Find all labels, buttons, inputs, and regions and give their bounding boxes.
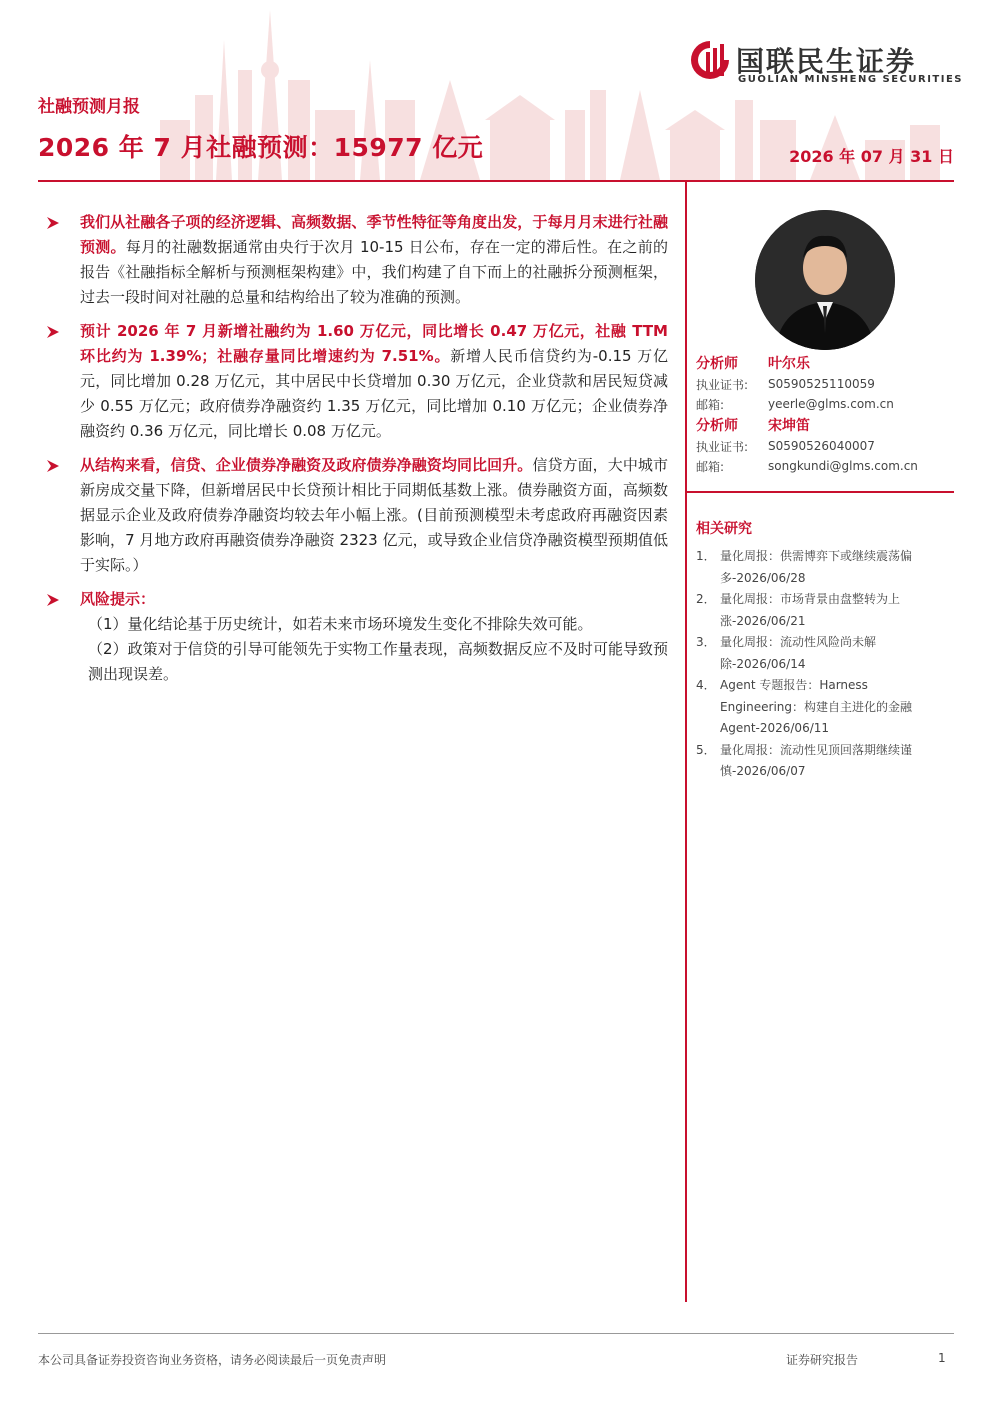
related-item-number: 4． <box>696 678 716 692</box>
bullet-text: 新增人民币信贷约为-0.15 万亿元，同比增加 0.28 万亿元，其中居民中长贷增加 0.30 万亿元，企业贷款和居民短贷减少 0.55 万亿元；政府债券净融资约 1.35 万亿元，同比增加 0.10 万亿元；企业债券净融资约 0.36 万亿元，同比增长 0.08 万亿元。 <box>80 347 668 440</box>
header-divider <box>38 180 954 182</box>
bullet-arrow-icon <box>46 459 60 473</box>
analyst-name: 叶尔乐 <box>768 356 810 372</box>
risk-item: （1）量化结论基于历史统计，如若未来市场环境发生变化不排除失效可能。 <box>88 615 593 633</box>
brand-logo <box>688 38 964 88</box>
analyst-cert-row <box>696 374 954 394</box>
summary-section <box>46 210 668 696</box>
analyst-email[interactable]: yeerle@glms.com.cn <box>768 397 894 411</box>
analyst-cert-row <box>696 436 954 456</box>
related-item[interactable] <box>696 675 954 740</box>
bullet-bold-text: 预计 2026 年 7 月新增社融约为 1.60 万亿元，同比增长 0.47 万亿元，社融 TTM 环比约为 1.39%；社融存量同比增速约为 7.51%。 <box>80 322 668 365</box>
related-item-number: 2． <box>696 592 716 606</box>
bullet-arrow-icon <box>46 593 60 607</box>
summary-bullet <box>46 453 668 578</box>
related-item-number: 3． <box>696 635 716 649</box>
bullet-bold-text: 我们从社融各子项的经济逻辑、高频数据、季节性特征等角度出发，于每月月末进行社融预测。 <box>80 213 668 256</box>
email-label: 邮箱: <box>696 397 725 412</box>
risk-section <box>46 587 668 687</box>
risk-title: 风险提示： <box>80 590 156 608</box>
related-item-text[interactable]: 量化周报：流动性见顶回落期继续谨慎-2026/06/07 <box>720 742 913 778</box>
report-title: 2026 年 7 月社融预测：15977 亿元 <box>38 133 484 162</box>
related-research-title: 相关研究 <box>696 521 752 537</box>
cert-number: S0590525110059 <box>768 377 875 391</box>
analyst-photo <box>755 210 895 350</box>
footer-doc-type: 证券研究报告 <box>786 1353 859 1367</box>
bullet-text: 每月的社融数据通常由央行于次月 10-15 日公布，存在一定的滞后性。在之前的报告《社融指标全解析与预测框架构建》中，我们构建了自下而上的社融拆分预测框架，过去一段时间对社融的总量和结构给出了较为准确的预测。 <box>80 238 668 306</box>
bullet-arrow-icon <box>46 325 60 339</box>
analyst-email-row <box>696 394 954 414</box>
related-item[interactable] <box>696 632 954 675</box>
related-item-text[interactable]: 量化周报：流动性风险尚未解除-2026/06/14 <box>720 635 877 671</box>
bullet-arrow-icon <box>46 216 60 230</box>
bullet-text: 信贷方面，大中城市新房成交量下降，但新增居民中长贷预计相比于同期低基数上涨。债券融资方面，高频数据显示企业及政府债券净融资均较去年小幅上涨。(目前预测模型未考虑政府再融资因素影响，7 月地方政府再融资债券净融资 2323 亿元，或导致企业信贷净融资模型预期值低于实际。） <box>80 456 668 574</box>
related-item-text[interactable]: 量化周报：供需博弈下或继续震荡偏多-2026/06/28 <box>720 549 913 585</box>
cert-label: 执业证书: <box>696 439 749 454</box>
footer-divider <box>38 1333 954 1334</box>
bullet-bold-text: 从结构来看，信贷、企业债券净融资及政府债券净融资均同比回升。 <box>80 456 533 474</box>
analyst-email[interactable]: songkundi@glms.com.cn <box>768 459 918 473</box>
related-item-number: 5． <box>696 742 716 757</box>
related-item[interactable] <box>696 546 954 589</box>
analyst-role: 分析师 <box>696 356 738 372</box>
related-item-text[interactable]: Agent 专题报告：Harness Engineering：构建自主进化的金融 Agent-2026/06/11 <box>720 678 913 735</box>
related-item-number: 1． <box>696 549 716 563</box>
risk-item: （2）政策对于信贷的引导可能领先于实物工作量表现，高频数据反应不及时可能导致预测出现误差。 <box>88 640 668 683</box>
footer-disclaimer: 本公司具备证券投资咨询业务资格，请务必阅读最后一页免责声明 <box>38 1353 387 1367</box>
related-item[interactable] <box>696 589 954 632</box>
cert-label: 执业证书: <box>696 377 749 392</box>
analyst-role: 分析师 <box>696 418 738 434</box>
page-number: 1 <box>938 1351 946 1365</box>
analyst-name-row <box>696 352 954 374</box>
brand-logo-icon <box>688 38 732 82</box>
report-type-label: 社融预测月报 <box>38 97 140 117</box>
analyst-email-row <box>696 456 954 476</box>
related-item[interactable] <box>696 740 954 783</box>
summary-bullet <box>46 319 668 444</box>
analyst-name-row <box>696 414 954 436</box>
analyst-name: 宋坤笛 <box>768 418 810 434</box>
related-item-text[interactable]: 量化周报：市场背景由盘整转为上涨-2026/06/21 <box>720 592 901 628</box>
analyst-list <box>696 352 954 476</box>
summary-bullet <box>46 210 668 310</box>
sidebar-divider <box>686 491 954 493</box>
email-label: 邮箱: <box>696 459 725 474</box>
brand-name-cn: 国联民生证券 <box>736 45 917 78</box>
related-research <box>696 518 954 783</box>
column-divider <box>685 182 687 1302</box>
cert-number: S0590526040007 <box>768 439 875 453</box>
report-date: 2026 年 07 月 31 日 <box>789 147 954 166</box>
brand-name-en: GUOLIAN MINSHENG SECURITIES <box>738 74 964 85</box>
